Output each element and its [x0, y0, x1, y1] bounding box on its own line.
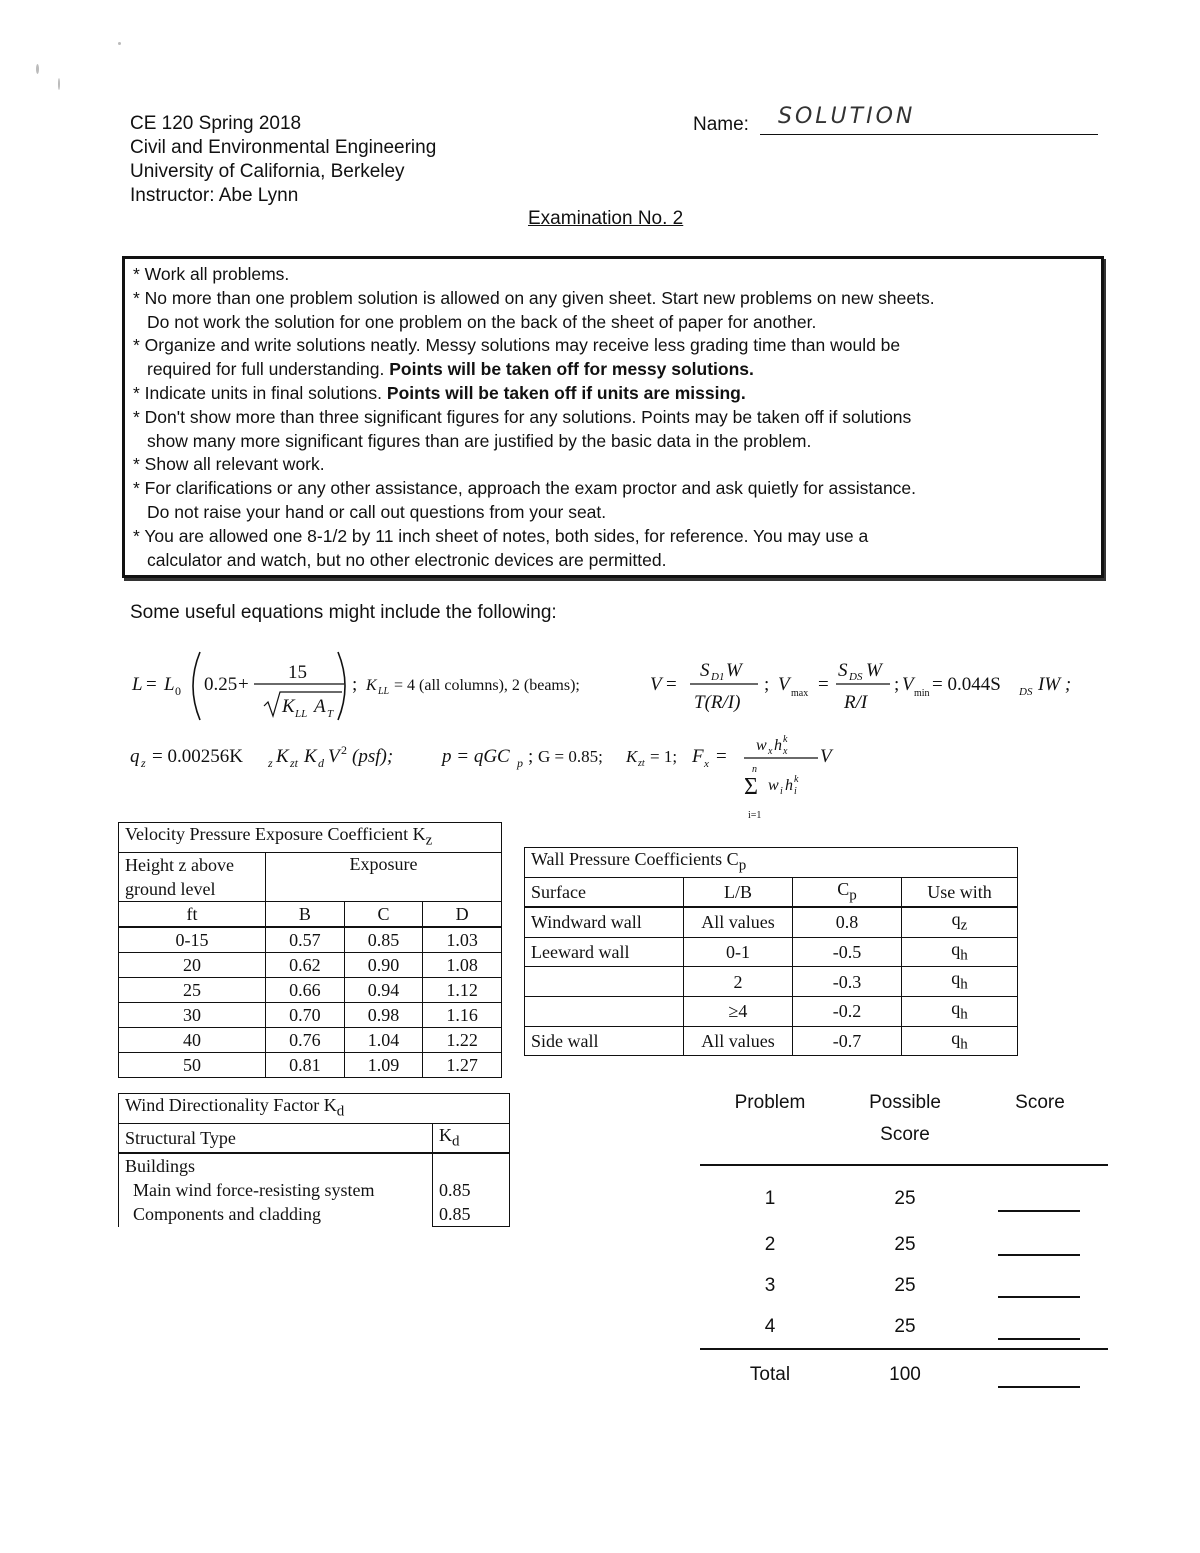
- table-row: Side wall All values -0.7 $q_h$: [525, 1026, 1018, 1056]
- possible-header: Possible Score: [869, 1092, 941, 1145]
- directionality-table: [118, 1093, 510, 1227]
- svg-text:;: ;: [528, 746, 534, 767]
- buildings-group: Buildings: [125, 1156, 196, 1177]
- svg-text:(psf);: (psf);: [352, 746, 394, 767]
- structural-type-header: Structural Type: [119, 1123, 433, 1153]
- svg-text:L: L: [164, 674, 175, 695]
- exam-title: Examination No. 2: [528, 208, 684, 229]
- velocity-pressure-table: [118, 822, 502, 1078]
- svg-text:=: =: [716, 746, 727, 767]
- velocity-table-title: Velocity Pressure Exposure Coefficient $K_z$: [119, 823, 502, 853]
- rule-item: * For clarifications or any other assistance, approach the exam proctor and ask quietly for assistance. Do not raise your hand or call out questions from your seat.: [133, 478, 917, 522]
- table-row: 30 0.70 0.98 1.16: [119, 1002, 502, 1027]
- svg-text:DS: DS: [849, 671, 863, 683]
- rule-item: * You are allowed one 8-1/2 by 11 inch sheet of notes, both sides, for reference. You may use a calculator and watch, but no other electronic devices are permitted.: [133, 525, 869, 570]
- svg-text:w: w: [768, 777, 779, 794]
- wall-table-title: Wall Pressure Coefficients $C_p$: [525, 848, 1018, 878]
- score-input[interactable]: [998, 1338, 1080, 1340]
- table-row: Leeward wall 0-1 -0.5 $q_h$: [525, 937, 1018, 967]
- svg-text:15: 15: [288, 662, 307, 683]
- svg-text:K: K: [304, 746, 317, 767]
- score-table: [700, 1092, 1110, 1392]
- equation-line-2: [128, 732, 868, 824]
- surface-header: Surface: [525, 877, 684, 907]
- svg-text:DS: DS: [1019, 686, 1033, 698]
- problem-number: 1: [764, 1188, 776, 1209]
- svg-text:max: max: [791, 688, 809, 699]
- svg-text:h: h: [785, 777, 793, 794]
- score-input[interactable]: [998, 1254, 1080, 1256]
- possible-score: 25: [894, 1316, 916, 1337]
- svg-text:=: =: [818, 674, 829, 695]
- table-row: ≥4 -0.2 $q_h$: [525, 996, 1018, 1026]
- eq-L: L: [132, 674, 143, 695]
- svg-text:p = qGC: p = qGC: [442, 746, 510, 767]
- rule-item: * Work all problems.: [133, 264, 290, 284]
- name-label: Name:: [693, 114, 749, 135]
- table-row: Windward wall All values 0.8 $q_z$: [525, 907, 1018, 937]
- svg-text:d: d: [318, 756, 324, 770]
- scan-speck: [118, 42, 121, 45]
- svg-text:2: 2: [341, 743, 347, 757]
- svg-text:w: w: [756, 737, 767, 754]
- svg-text:K: K: [626, 747, 638, 766]
- svg-text:n: n: [752, 764, 757, 775]
- name-value: SOLUTION: [778, 104, 916, 129]
- svg-text:q: q: [130, 746, 140, 767]
- svg-text:zt: zt: [290, 756, 299, 770]
- score-input[interactable]: [998, 1296, 1080, 1298]
- rule-item: * Indicate units in final solutions. Points will be taken off if units are missing.: [133, 382, 746, 403]
- name-field[interactable]: [760, 104, 1098, 135]
- svg-text:+: +: [238, 674, 249, 695]
- problem-number: 4: [764, 1316, 776, 1337]
- svg-text:K: K: [282, 696, 295, 717]
- svg-text:A: A: [314, 696, 326, 717]
- svg-text:D1: D1: [711, 671, 725, 683]
- svg-text:V: V: [328, 746, 340, 767]
- directionality-title: Wind Directionality Factor $K_d$: [119, 1094, 510, 1124]
- svg-text:i: i: [794, 786, 797, 797]
- problem-number: 2: [764, 1234, 776, 1255]
- svg-text:i: i: [780, 786, 783, 797]
- svg-text:;: ;: [352, 674, 358, 695]
- svg-text:S: S: [838, 660, 848, 681]
- lb-header: L/B: [684, 877, 793, 907]
- exposure-col: B: [266, 901, 345, 927]
- exposure-header: Exposure: [266, 852, 502, 901]
- svg-text:p: p: [517, 756, 523, 770]
- svg-text:i=1: i=1: [748, 810, 762, 821]
- svg-text:x: x: [704, 758, 709, 770]
- rule-item: * No more than one problem solution is allowed on any given sheet. Start new problems on new sheets. Do not work the solution for one problem on the back of the sheet of paper for another.: [133, 287, 935, 332]
- wall-pressure-table: [524, 847, 1018, 1056]
- problem-number: 3: [764, 1275, 776, 1296]
- table-row: 25 0.66 0.94 1.12: [119, 977, 502, 1002]
- svg-text:V: V: [902, 674, 914, 695]
- svg-text:x: x: [768, 746, 773, 757]
- svg-text:=: =: [146, 674, 157, 695]
- possible-score: 25: [894, 1275, 916, 1296]
- svg-text:;: ;: [894, 674, 900, 695]
- svg-text:S: S: [700, 660, 710, 681]
- svg-text:V: V: [650, 674, 662, 695]
- svg-text:LL: LL: [378, 686, 390, 697]
- svg-text:x: x: [783, 746, 788, 757]
- problem-header: Problem: [734, 1092, 806, 1113]
- instructions-box: [122, 256, 1104, 578]
- svg-text:k: k: [794, 774, 799, 785]
- svg-text:W: W: [726, 660, 742, 681]
- svg-text:T(R/I): T(R/I): [694, 692, 741, 713]
- exposure-col: C: [344, 901, 423, 927]
- svg-text:h: h: [774, 737, 782, 754]
- svg-text:T: T: [327, 708, 334, 720]
- rule-item: * Don't show more than three significant figures for any solutions. Points may be taken off if solutions show many more significant figures than are justified by the basic data in the problem.: [133, 406, 912, 451]
- svg-text:V: V: [778, 674, 790, 695]
- height-header: Height z above ground level: [119, 852, 266, 901]
- svg-text:LL: LL: [295, 708, 308, 720]
- svg-text:zt: zt: [638, 758, 645, 769]
- exposure-col: D: [423, 901, 502, 927]
- rule-item: * Show all relevant work.: [133, 454, 325, 475]
- possible-score: 25: [894, 1188, 916, 1209]
- svg-text:F: F: [692, 746, 704, 767]
- svg-text:G = 0.85;: G = 0.85;: [538, 747, 603, 766]
- svg-text:V: V: [820, 746, 832, 767]
- unit-cell: ft: [119, 901, 266, 927]
- svg-text:0: 0: [175, 684, 181, 698]
- instructor-line: Instructor: Abe Lynn: [130, 185, 299, 206]
- score-header-divider: [700, 1164, 1108, 1166]
- table-row: Buildings Main wind force-resisting system Components and cladding 0.85 0.85: [119, 1153, 510, 1227]
- university-line: University of California, Berkeley: [130, 161, 405, 182]
- possible-score: 25: [894, 1234, 916, 1255]
- cp-header: $C_p$: [793, 877, 902, 907]
- department-line: Civil and Environmental Engineering: [130, 137, 437, 158]
- svg-text:z: z: [141, 756, 146, 770]
- equations-intro: Some useful equations might include the following:: [130, 602, 557, 623]
- svg-text:R/I: R/I: [844, 692, 868, 713]
- svg-text:= 1;: = 1;: [650, 747, 678, 766]
- svg-text:= 0.044S: = 0.044S: [932, 674, 1001, 695]
- scan-speck: [58, 78, 60, 90]
- course-line: CE 120 Spring 2018: [130, 113, 302, 134]
- table-row: 0-15 0.57 0.85 1.03: [119, 927, 502, 953]
- svg-text:K: K: [366, 677, 377, 694]
- svg-text:min: min: [914, 688, 930, 699]
- table-row: 50 0.81 1.09 1.27: [119, 1052, 502, 1077]
- rule-item: * Organize and write solutions neatly. Messy solutions may receive less grading time than would be required for full understanding. Points will be taken off for messy solutions.: [133, 335, 901, 380]
- total-score-input[interactable]: [998, 1386, 1080, 1388]
- equation-line-1: [128, 640, 1088, 724]
- svg-text:z: z: [268, 756, 273, 770]
- svg-text:0.25: 0.25: [204, 674, 238, 695]
- kd-header: $K_d$: [433, 1123, 510, 1153]
- svg-text:Σ: Σ: [744, 774, 758, 800]
- svg-text:K: K: [276, 746, 289, 767]
- course-header: [130, 112, 436, 208]
- score-total-divider: [700, 1348, 1108, 1350]
- svg-text:= 0.00256K: = 0.00256K: [152, 746, 243, 767]
- table-row: 20 0.62 0.90 1.08: [119, 952, 502, 977]
- svg-text:;: ;: [764, 674, 770, 695]
- table-row: 2 -0.3 $q_h$: [525, 967, 1018, 997]
- score-input[interactable]: [998, 1210, 1080, 1212]
- score-header: Score: [1015, 1092, 1065, 1113]
- svg-text:= 4 (all columns), 2 (beams);: = 4 (all columns), 2 (beams);: [394, 677, 580, 694]
- svg-text:IW ;: IW ;: [1038, 674, 1072, 695]
- usewith-header: Use with: [902, 877, 1018, 907]
- total-possible: 100: [889, 1364, 921, 1385]
- total-label: Total: [749, 1364, 791, 1385]
- scan-speck: [36, 64, 39, 74]
- svg-text:=: =: [666, 674, 677, 695]
- svg-text:W: W: [866, 660, 882, 681]
- table-row: 40 0.76 1.04 1.22: [119, 1027, 502, 1052]
- svg-text:k: k: [783, 734, 788, 745]
